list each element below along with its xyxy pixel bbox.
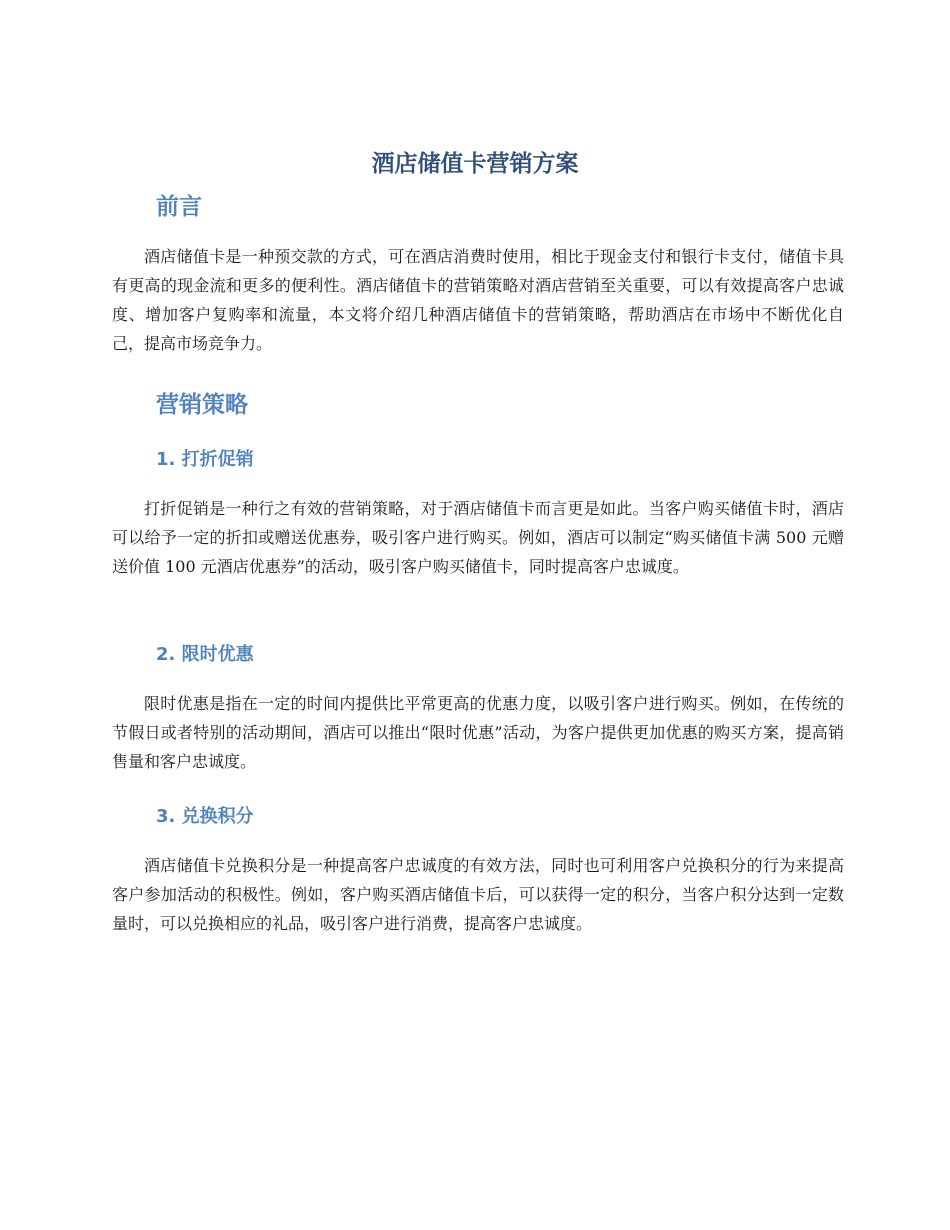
document-title: 酒店储值卡营销方案 [371, 151, 579, 177]
section-heading-strategies: 营销策略 [156, 392, 248, 418]
subsection-heading-limited-time: 2. 限时优惠 [156, 644, 254, 665]
subsection-heading-discount: 1. 打折促销 [156, 449, 254, 470]
points-paragraph: 酒店储值卡兑换积分是一种提高客户忠诚度的有效方法，同时也可利用客户兑换积分的行为来提高客户参加活动的积极性。例如，客户购买酒店储值卡后，可以获得一定的积分，当客户积分达到一定数量时，可以兑换相应的礼品，吸引客户进行消费，提高客户忠诚度。 [112, 856, 844, 933]
discount-paragraph: 打折促销是一种行之有效的营销策略，对于酒店储值卡而言更是如此。当客户购买储值卡时，酒店可以给予一定的折扣或赠送优惠券，吸引客户进行购买。例如，酒店可以制定“购买储值卡满 500 元赠送价值 100 元酒店优惠券”的活动，吸引客户购买储值卡，同时提高客户忠诚度。 [112, 499, 844, 576]
limited-time-paragraph: 限时优惠是指在一定的时间内提供比平常更高的优惠力度，以吸引客户进行购买。例如，在传统的节假日或者特别的活动期间，酒店可以推出“限时优惠”活动，为客户提供更加优惠的购买方案，提高销售量和客户忠诚度。 [112, 694, 844, 771]
preface-paragraph: 酒店储值卡是一种预交款的方式，可在酒店消费时使用，相比于现金支付和银行卡支付，储值卡具有更高的现金流和更多的便利性。酒店储值卡的营销策略对酒店营销至关重要，可以有效提高客户忠诚度、增加客户复购率和流量，本文将介绍几种酒店储值卡的营销策略，帮助酒店在市场中不断优化自己，提高市场竞争力。 [112, 247, 844, 353]
subsection-heading-points: 3. 兑换积分 [156, 806, 254, 827]
section-heading-preface: 前言 [156, 194, 202, 220]
